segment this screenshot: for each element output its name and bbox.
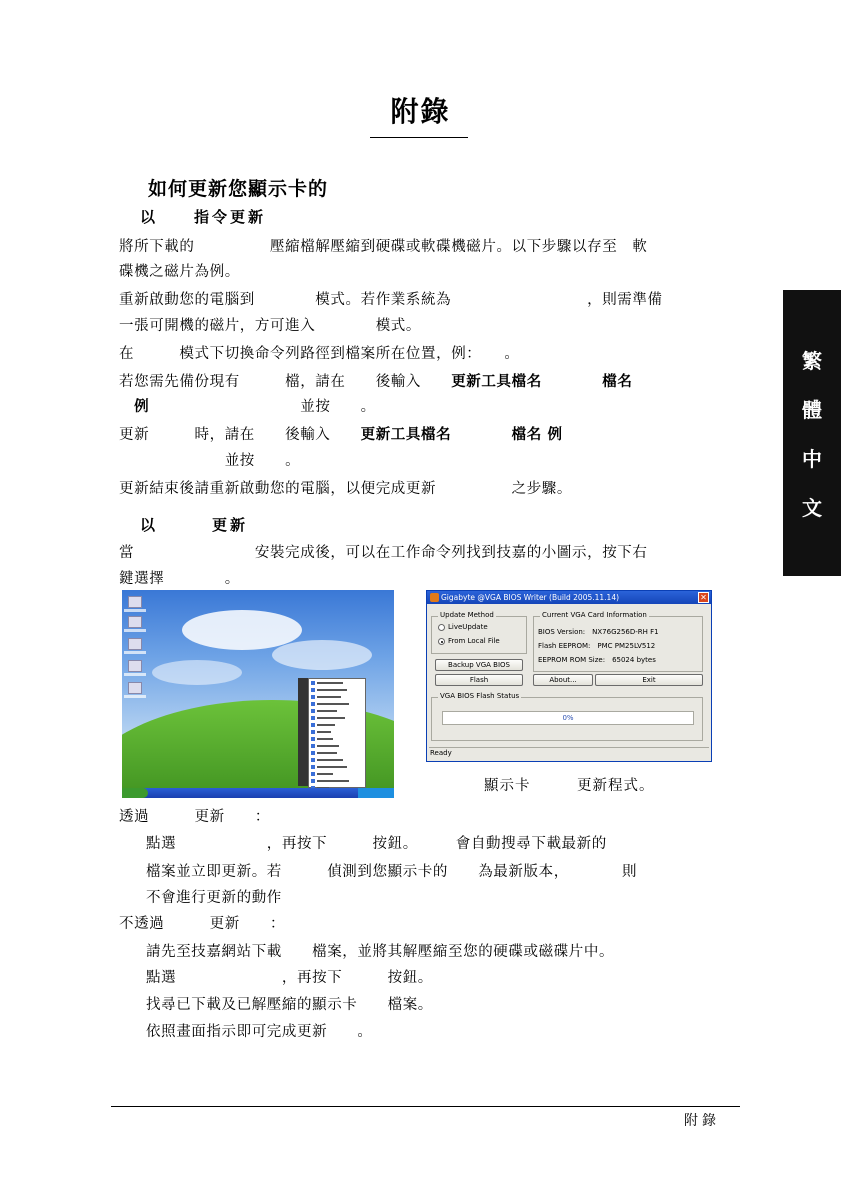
status-text: Ready bbox=[430, 749, 452, 757]
figure-caption: 顯示卡 更新程式。 bbox=[484, 778, 655, 794]
backup-line-file: 檔名 bbox=[602, 373, 633, 390]
liveupdate-label: LiveUpdate bbox=[448, 623, 488, 631]
via-line-1: 點選 ，再按下 按鈕。 會自動搜尋下載最新的 bbox=[146, 836, 607, 852]
menu-row bbox=[311, 687, 363, 693]
eeprom-size: EEPROM ROM Size: 65024 bytes bbox=[538, 656, 656, 664]
start-menu-strip bbox=[298, 678, 308, 786]
desktop-icon-label bbox=[124, 695, 146, 698]
backup-line bbox=[119, 372, 632, 392]
update-line bbox=[119, 425, 563, 445]
exit-button[interactable]: Exit bbox=[595, 674, 703, 686]
menu-row bbox=[311, 778, 363, 784]
update-line-tool: 更新工具檔名 bbox=[360, 426, 452, 443]
no-line-3: 找尋已下載及已解壓縮的顯示卡 檔案。 bbox=[146, 997, 433, 1013]
menu-row bbox=[311, 694, 363, 700]
progress-text: 0% bbox=[562, 714, 574, 722]
desktop-icon bbox=[128, 596, 142, 608]
footer-label: 附錄 bbox=[684, 1113, 720, 1129]
from-local-file-radio[interactable] bbox=[438, 638, 445, 645]
tray-context-menu bbox=[308, 678, 366, 788]
desktop-icon bbox=[128, 682, 142, 694]
system-tray bbox=[358, 788, 394, 798]
liveupdate-radio[interactable] bbox=[438, 624, 445, 631]
footer-rule bbox=[111, 1106, 740, 1107]
update-line-file: 檔名 例 bbox=[511, 426, 563, 443]
taskbar bbox=[122, 788, 394, 798]
bios-version: BIOS Version: NX76G256D-RH F1 bbox=[538, 628, 659, 636]
from-local-file-label: From Local File bbox=[448, 637, 500, 645]
title-underline bbox=[370, 137, 468, 138]
flash-progress-bar bbox=[442, 711, 694, 725]
no-line-1: 請先至技嘉網站下載 檔案，並將其解壓縮至您的硬碟或磁碟片中。 bbox=[146, 944, 615, 960]
card-info-label: Current VGA Card Information bbox=[542, 611, 647, 619]
start-button[interactable] bbox=[122, 788, 148, 798]
dos-line-3: 重新啟動您的電腦到 模式。若作業系統為 ，則需準備 bbox=[119, 292, 663, 308]
desktop-icon-label bbox=[124, 673, 146, 676]
menu-row bbox=[311, 680, 363, 686]
window-title-bar bbox=[427, 591, 711, 604]
desktop-icon bbox=[128, 616, 142, 628]
menu-row bbox=[311, 757, 363, 763]
desktop-icon bbox=[128, 660, 142, 672]
section-heading: 如何更新您顯示卡的 bbox=[148, 178, 329, 200]
side-tab-char-3: 中 bbox=[802, 447, 822, 471]
close-icon[interactable]: ✕ bbox=[698, 592, 709, 603]
side-tab-char-4: 文 bbox=[802, 496, 822, 520]
side-tab-char-2: 體 bbox=[802, 398, 822, 422]
menu-row bbox=[311, 771, 363, 777]
menu-row bbox=[311, 764, 363, 770]
side-tab-char-1: 繁 bbox=[802, 349, 822, 373]
menu-row bbox=[311, 701, 363, 707]
dos-line-4: 一張可開機的磁片，方可進入 模式。 bbox=[119, 318, 421, 334]
desktop-screenshot bbox=[122, 590, 394, 798]
via-line-2: 檔案並立即更新。若 偵測到您顯示卡的 為最新版本， 則 bbox=[146, 864, 638, 880]
sub-heading-windows: 以 更新 bbox=[140, 516, 249, 534]
app-icon bbox=[430, 593, 439, 602]
dos-line-2: 碟機之磁片為例。 bbox=[119, 264, 240, 280]
no-line-4: 依照畫面指示即可完成更新 。 bbox=[146, 1024, 373, 1040]
backup-press: 並按 。 bbox=[149, 399, 376, 415]
window-title: Gigabyte @VGA BIOS Writer (Build 2005.11.14) bbox=[441, 593, 620, 602]
backup-line-2 bbox=[119, 397, 376, 417]
menu-row bbox=[311, 708, 363, 714]
flash-button[interactable]: Flash bbox=[435, 674, 523, 686]
card-info-group bbox=[533, 611, 703, 672]
update-line-a: 更新 時，請在 後輸入 bbox=[119, 427, 361, 443]
menu-row bbox=[311, 736, 363, 742]
vga-bios-writer-window bbox=[426, 590, 712, 762]
no-internet-heading: 不透過 更新 ： bbox=[119, 916, 286, 932]
via-line-3: 不會進行更新的動作 bbox=[146, 890, 282, 906]
menu-row bbox=[311, 729, 363, 735]
menu-row bbox=[311, 743, 363, 749]
restart-line: 更新結束後請重新啟動您的電腦，以便完成更新 之步驟。 bbox=[119, 481, 572, 497]
sub-heading-dos: 以 指令更新 bbox=[140, 208, 267, 226]
backup-line-c bbox=[542, 374, 602, 390]
flash-eeprom: Flash EEPROM: PMC PM25LV512 bbox=[538, 642, 656, 650]
cloud-shape bbox=[152, 660, 242, 685]
update-method-group bbox=[431, 611, 527, 654]
update-line-2: 並按 。 bbox=[119, 453, 301, 469]
desktop-icon-label bbox=[124, 651, 146, 654]
backup-line-a: 若您需先備份現有 檔，請在 後輸入 bbox=[119, 374, 452, 390]
via-internet-heading: 透過 更新 ： bbox=[119, 809, 270, 825]
menu-row bbox=[311, 722, 363, 728]
about-button[interactable]: About... bbox=[533, 674, 593, 686]
cloud-shape bbox=[272, 640, 372, 670]
desktop-icon-label bbox=[124, 629, 146, 632]
menu-row bbox=[311, 715, 363, 721]
desktop-icon-label bbox=[124, 609, 146, 612]
status-bar bbox=[429, 747, 709, 760]
backup-example: 例 bbox=[134, 398, 150, 415]
flash-status-label: VGA BIOS Flash Status bbox=[440, 692, 520, 700]
win-line-1: 當 安裝完成後，可以在工作命令列找到技嘉的小圖示，按下右 bbox=[119, 545, 648, 561]
desktop-icon bbox=[128, 638, 142, 650]
no-line-2: 點選 ，再按下 按鈕。 bbox=[146, 970, 433, 986]
language-side-tab bbox=[783, 290, 841, 576]
backup-vga-bios-button[interactable]: Backup VGA BIOS bbox=[435, 659, 523, 671]
dos-line-5: 在 模式下切換命令列路徑到檔案所在位置，例： 。 bbox=[119, 346, 520, 362]
update-line-c bbox=[451, 427, 511, 443]
flash-status-group bbox=[431, 692, 703, 741]
backup-line-tool: 更新工具檔名 bbox=[451, 373, 542, 390]
update-method-label: Update Method bbox=[440, 611, 494, 619]
dos-line-1: 將所下載的 壓縮檔解壓縮到硬碟或軟碟機磁片。以下步驟以存至 軟 bbox=[119, 239, 648, 255]
win-line-2: 鍵選擇 。 bbox=[119, 571, 240, 587]
menu-row bbox=[311, 750, 363, 756]
page-title: 附錄 bbox=[390, 95, 451, 128]
